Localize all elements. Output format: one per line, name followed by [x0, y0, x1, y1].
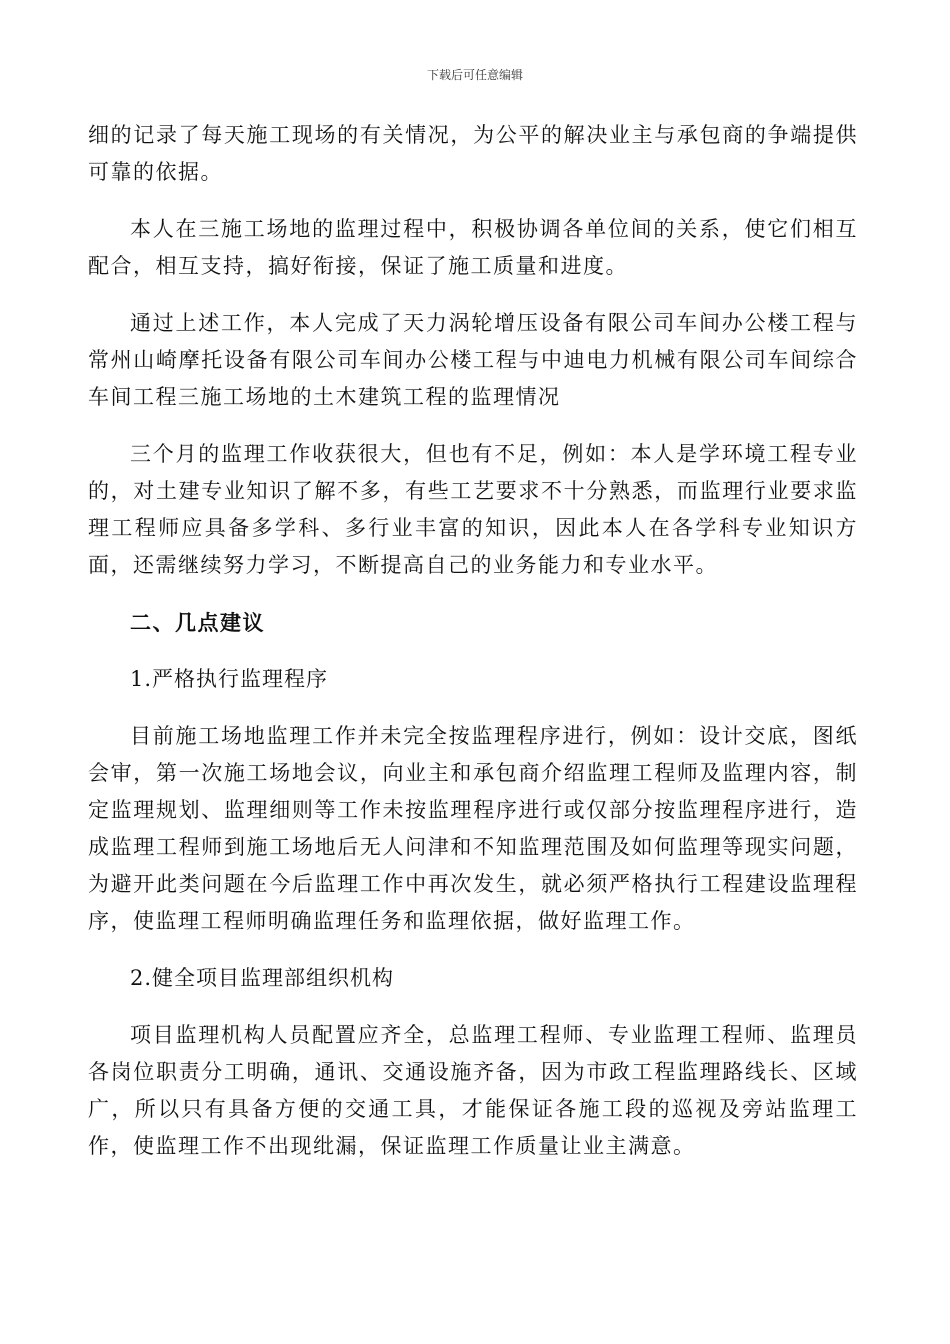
- item-heading-1: 1.严格执行监理程序: [130, 667, 329, 691]
- paragraph-shortcomings: 三个月的监理工作收获很大，但也有不足，例如：本人是学环境工程专业的，对土建专业知识了解不多，有些工艺要求不十分熟悉，而监理行业要求监理工程师应具备多学科、多行业丰富的知识，因此本人在各学科专业知识方面，还需继续努力学习，不断提高自己的业务能力和专业水平。: [88, 442, 858, 577]
- paragraph-procedure: 目前施工场地监理工作并未完全按监理程序进行，例如：设计交底，图纸会审，第一次施工场地会议，向业主和承包商介绍监理工程师及监理内容，制定监理规划、监理细则等工作未按监理程序进行或仅部分按监理程序进行，造成监理工程师到施工场地后无人问津和不知监理范围及如何监理等现实问题，为避开此类问题在今后监理工作中再次发生，就必须严格执行工程建设监理程序，使监理工程师明确监理任务和监理依据，做好监理工作。: [88, 724, 858, 933]
- page-header: 下载后可任意编辑: [426, 68, 523, 82]
- paragraph-coordination: 本人在三施工场地的监理过程中，积极协调各单位间的关系，使它们相互配合，相互支持，搞好衔接，保证了施工质量和进度。: [88, 217, 858, 278]
- section-heading: 二、几点建议: [130, 610, 265, 635]
- item-heading-2: 2.健全项目监理部组织机构: [130, 966, 395, 990]
- paragraph-continuation: 细的记录了每天施工现场的有关情况，为公平的解决业主与承包商的争端提供可靠的依据。: [88, 123, 858, 184]
- document-body: [88, 117, 858, 1165]
- paragraph-completed-work: 通过上述工作，本人完成了天力涡轮增压设备有限公司车间办公楼工程与常州山崎摩托设备有限公司车间办公楼工程与中迪电力机械有限公司车间综合车间工程三施工场地的土木建筑工程的监理情况: [88, 311, 858, 409]
- paragraph-organization: 项目监理机构人员配置应齐全，总监理工程师、专业监理工程师、监理员各岗位职责分工明确，通讯、交通设施齐备，因为市政工程监理路线长、区域广，所以只有具备方便的交通工具，才能保证各施工段的巡视及旁站监理工作，使监理工作不出现纰漏，保证监理工作质量让业主满意。: [88, 1023, 858, 1158]
